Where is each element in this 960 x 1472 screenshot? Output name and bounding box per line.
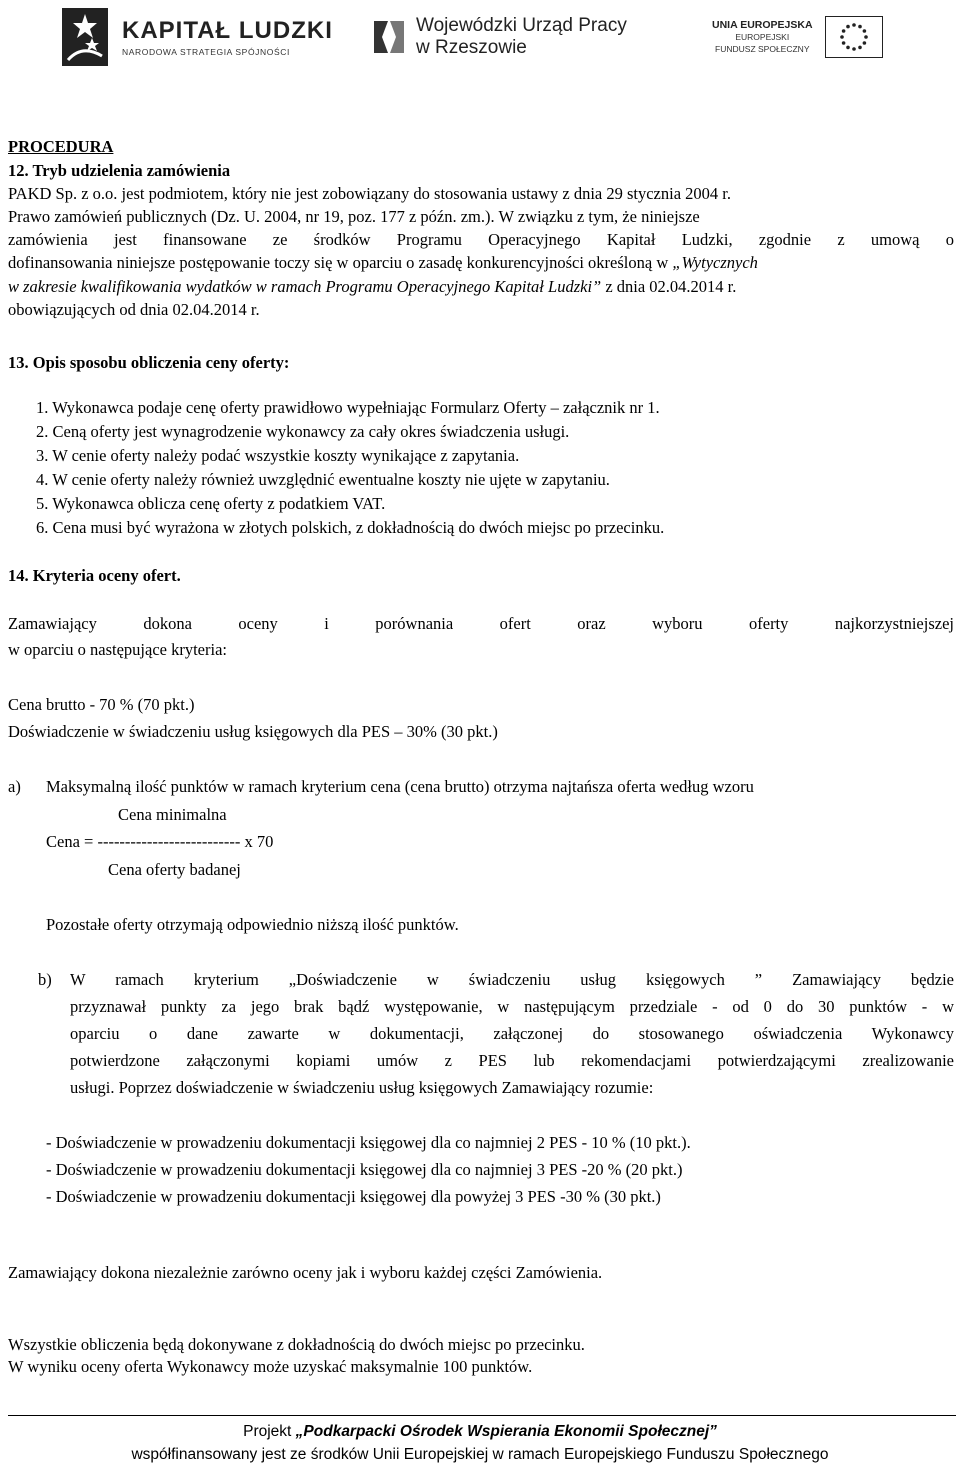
criterion-b-line-4: potwierdzone załączonymi kopiami umów z PES lub rekomendacjami potwierdzającymi zrealizowanie	[70, 1051, 954, 1070]
list-item: 4. W cenie oferty należy również uwzględnić ewentualne koszty nie ujęte w zapytaniu.	[36, 470, 610, 489]
formula-numerator: Cena minimalna	[118, 805, 227, 824]
criterion-b-line-2: przyznawał punkty za jego brak bądź występowanie, w następującym przedziale - od 0 do 30 punktów - w	[70, 997, 954, 1016]
section-14-line-1: Zamawiający dokona oceny i porównania ofert oraz wyboru oferty najkorzystniejszej	[8, 614, 954, 633]
criterion-b-line-5: usługi. Poprzez doświadczenie w świadczeniu usług księgowych Zamawiający rozumie:	[70, 1078, 654, 1097]
kapital-ludzki-logo	[62, 6, 333, 68]
section-12-line-1: PAKD Sp. z o.o. jest podmiotem, który nie jest zobowiązany do stosowania ustawy z dnia 29 stycznia 2004 r.	[8, 184, 731, 203]
eu-flag-icon	[825, 16, 883, 58]
eu-logo	[712, 6, 883, 68]
header-logos	[0, 0, 960, 80]
criterion-price: Cena brutto - 70 % (70 pkt.)	[8, 695, 195, 714]
eu-fund-line2: FUNDUSZ SPOŁECZNY	[715, 44, 810, 54]
criterion-a-text: Maksymalną ilość punktów w ramach kryterium cena (cena brutto) otrzyma najtańsza oferta według wzoru	[46, 777, 754, 796]
criterion-b-line-3: oparciu o dane zawarte w dokumentacji, załączonej do stosowanego oświadczenia Wykonawcy	[70, 1024, 954, 1043]
calculation-precision-note: Wszystkie obliczenia będą dokonywane z dokładnością do dwóch miejsc po przecinku.	[8, 1335, 585, 1354]
formula-denominator: Cena oferty badanej	[108, 860, 241, 879]
section-12-line-3: zamówienia jest finansowane ze środków Programu Operacyjnego Kapitał Ludzki, zgodnie z umową o	[8, 230, 954, 249]
list-item: - Doświadczenie w prowadzeniu dokumentacji księgowej dla powyżej 3 PES -30 % (30 pkt.)	[46, 1187, 661, 1206]
list-item: 1. Wykonawca podaje cenę oferty prawidłowo wypełniając Formularz Oferty – załącznik nr 1.	[36, 398, 660, 417]
criterion-experience: Doświadczenie w świadczeniu usług księgowych dla PES – 30% (30 pkt.)	[8, 722, 498, 741]
eu-title: UNIA EUROPEJSKA	[712, 19, 813, 31]
wup-logo	[372, 6, 627, 68]
section-13-title: 13. Opis sposobu obliczenia ceny oferty:	[8, 353, 290, 372]
list-item: - Doświadczenie w prowadzeniu dokumentacji księgowej dla co najmniej 3 PES -20 % (20 pkt.)	[46, 1160, 683, 1179]
formula-line: Cena = -------------------------- x 70	[46, 832, 274, 851]
section-12-line-2: Prawo zamówień publicznych (Dz. U. 2004, nr 19, poz. 177 z późn. zm.). W związku z tym, że niniejsze	[8, 207, 700, 226]
kapital-ludzki-title: KAPITAŁ LUDZKI	[122, 17, 333, 44]
kapital-ludzki-subtitle: NARODOWA STRATEGIA SPÓJNOŚCI	[122, 47, 290, 57]
section-12-line-6: obowiązujących od dnia 02.04.2014 r.	[8, 300, 260, 319]
list-item: 2. Ceną oferty jest wynagrodzenie wykonawcy za cały okres świadczenia usługi.	[36, 422, 570, 441]
section-12-line-5: w zakresie kwalifikowania wydatków w ramach Programu Operacyjnego Kapitał Ludzki” z dnia 02.04.2014 r.	[8, 277, 737, 296]
wup-emblem-icon	[372, 17, 406, 57]
criterion-a-rest: Pozostałe oferty otrzymają odpowiednio niższą ilość punktów.	[46, 915, 459, 934]
max-points-note: W wyniku oceny oferta Wykonawcy może uzyskać maksymalnie 100 punktów.	[8, 1357, 533, 1376]
kapital-ludzki-emblem-icon	[62, 8, 108, 66]
section-12-title: 12. Tryb udzielenia zamówienia	[8, 161, 231, 180]
list-item: 6. Cena musi być wyrażona w złotych polskich, z dokładnością do dwóch miejsc po przecinku.	[36, 518, 665, 537]
list-item: 3. W cenie oferty należy podać wszystkie koszty wynikające z zapytania.	[36, 446, 520, 465]
footer-project-line: Projekt „Podkarpacki Ośrodek Wspierania Ekonomii Społecznej”	[243, 1423, 717, 1440]
list-item: 5. Wykonawca oblicza cenę oferty z podatkiem VAT.	[36, 494, 386, 513]
list-item: - Doświadczenie w prowadzeniu dokumentacji księgowej dla co najmniej 2 PES - 10 % (10 pkt.).	[46, 1133, 691, 1152]
section-14-title: 14. Kryteria oceny ofert.	[8, 566, 181, 585]
wup-name-line1: Wojewódzki Urząd Pracy	[416, 15, 627, 36]
footer-divider	[8, 1415, 956, 1416]
criterion-a-label: a)	[8, 777, 21, 796]
parts-evaluation-note: Zamawiający dokona niezależnie zarówno oceny jak i wyboru każdej części Zamówienia.	[8, 1263, 603, 1282]
criterion-b-line-1: W ramach kryterium „Doświadczenie w świadczeniu usług księgowych ” Zamawiający będzie	[70, 970, 954, 989]
criterion-b-label: b)	[38, 970, 52, 989]
procedure-heading: PROCEDURA	[8, 137, 114, 156]
section-12-line-4: dofinansowania niniejsze postępowanie toczy się w oparciu o zasadę konkurencyjności określoną w „Wytycznych	[8, 253, 758, 272]
footer-funding-line: współfinansowany jest ze środków Unii Europejskiej w ramach Europejskiego Funduszu Społecznego	[131, 1446, 829, 1463]
eu-fund-line1: EUROPEJSKI	[735, 32, 790, 42]
section-14-line-2: w oparciu o następujące kryteria:	[8, 640, 227, 659]
wup-name-line2: w Rzeszowie	[416, 37, 527, 58]
